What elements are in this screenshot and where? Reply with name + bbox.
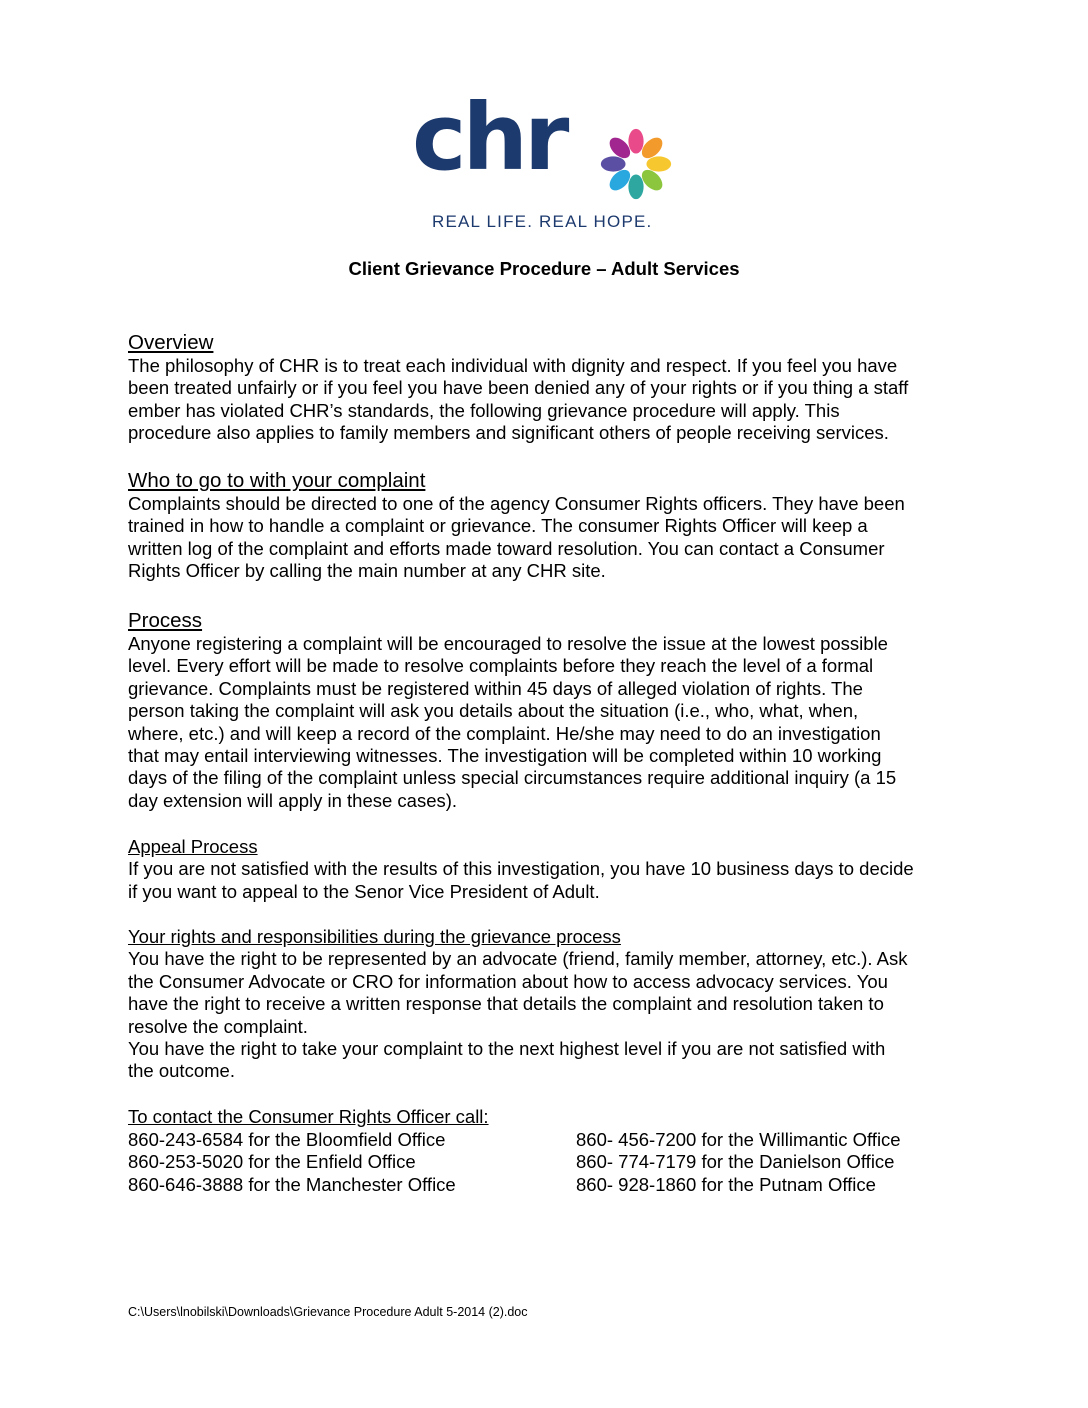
text-line: ember has violated CHR’s standards, the following grievance procedure will apply. This: [128, 399, 840, 421]
text-line: resolve the complaint.: [128, 1015, 308, 1037]
chr-logo: [412, 84, 674, 238]
section-body-process: [128, 633, 968, 812]
text-line: level. Every effort will be made to resolve complaints before they reach the level of a formal: [128, 655, 874, 677]
text-line: day extension will apply in these cases).: [128, 789, 458, 811]
section-heading-who: Who to go to with your complaint: [128, 469, 426, 492]
flower-petal: [646, 156, 671, 171]
contacts-left-column: [128, 1129, 456, 1197]
section-heading-overview: Overview: [128, 331, 214, 354]
contact-line: 860-253-5020 for the Enfield Office: [128, 1151, 416, 1172]
section-process: [128, 609, 968, 812]
section-who: [128, 469, 968, 583]
flower-petal: [601, 156, 626, 171]
text-line: that may entail interviewing witnesses. The investigation will be completed within 10 working: [128, 745, 882, 767]
text-line: trained in how to handle a complaint or grievance. The consumer Rights Officer will keep a: [128, 515, 868, 537]
text-line: have the right to receive a written response that details the complaint and resolution taken to: [128, 993, 884, 1015]
logo-brand-text: chr: [412, 84, 566, 191]
section-heading-appeal: Appeal Process: [128, 836, 258, 857]
text-line: the Consumer Advocate or CRO for information about how to access advocacy services. You: [128, 970, 888, 992]
section-body-overview: [128, 355, 968, 445]
contact-line: 860-243-6584 for the Bloomfield Office: [128, 1128, 446, 1150]
text-line: Anyone registering a complaint will be encouraged to resolve the issue at the lowest possible: [128, 633, 888, 654]
text-line: The philosophy of CHR is to treat each individual with dignity and respect. If you feel you have: [128, 355, 898, 376]
contact-line: 860- 928-1860 for the Putnam Office: [576, 1173, 876, 1195]
section-appeal: [128, 836, 968, 903]
flower-petal: [628, 129, 643, 154]
text-line: person taking the complaint will ask you details about the situation (i.e., who, what, when,: [128, 700, 859, 722]
text-line: been treated unfairly or if you feel you have been denied any of your rights or if you thing a staff: [128, 377, 909, 399]
text-line: You have the right to be represented by an advocate (friend, family member, attorney, etc.). Ask: [128, 948, 908, 970]
text-line: if you want to appeal to the Senor Vice President of Adult.: [128, 880, 600, 902]
contact-line: 860-646-3888 for the Manchester Office: [128, 1173, 456, 1195]
text-line: where, etc.) and will keep a record of the complaint. He/she may need to do an investigation: [128, 722, 881, 744]
text-line: If you are not satisfied with the results of this investigation, you have 10 business days to decide: [128, 858, 914, 880]
contacts-heading: To contact the Consumer Rights Officer call:: [128, 1106, 489, 1127]
contacts-section: [128, 1106, 968, 1195]
contacts-right-column: [576, 1129, 901, 1197]
section-rights: [128, 926, 968, 1083]
section-overview: [128, 331, 968, 445]
logo-tagline: REAL LIFE. REAL HOPE.: [432, 212, 653, 231]
section-heading-rights: Your rights and responsibilities during the grievance process: [128, 926, 621, 947]
contact-line: 860- 456-7200 for the Willimantic Office: [576, 1128, 901, 1150]
text-line: Complaints should be directed to one of the agency Consumer Rights officers. They have been: [128, 493, 905, 514]
section-body-appeal: [128, 858, 968, 903]
contact-line: 860- 774-7179 for the Danielson Office: [576, 1151, 895, 1172]
text-line: written log of the complaint and efforts made toward resolution. You can contact a Consumer: [128, 537, 885, 559]
text-line: procedure also applies to family members and significant others of people receiving services.: [128, 422, 889, 444]
document-title: Client Grievance Procedure – Adult Services: [348, 258, 740, 279]
section-body-rights: [128, 948, 968, 1082]
flower-petal: [628, 174, 643, 199]
section-body-who: [128, 493, 968, 583]
section-heading-process: Process: [128, 609, 203, 632]
text-line: the outcome.: [128, 1060, 235, 1082]
text-line: Rights Officer by calling the main number at any CHR site.: [128, 560, 606, 582]
flower-logo-icon: [598, 126, 674, 202]
file-path-footer: C:\Users\lnobilski\Downloads\Grievance Procedure Adult 5-2014 (2).doc: [128, 1305, 528, 1319]
text-line: You have the right to take your complaint to the next highest level if you are not satisfied with: [128, 1038, 886, 1060]
text-line: grievance. Complaints must be registered within 45 days of alleged violation of rights. The: [128, 677, 863, 699]
text-line: days of the filing of the complaint unless special circumstances require additional inquiry (a 15: [128, 767, 897, 789]
